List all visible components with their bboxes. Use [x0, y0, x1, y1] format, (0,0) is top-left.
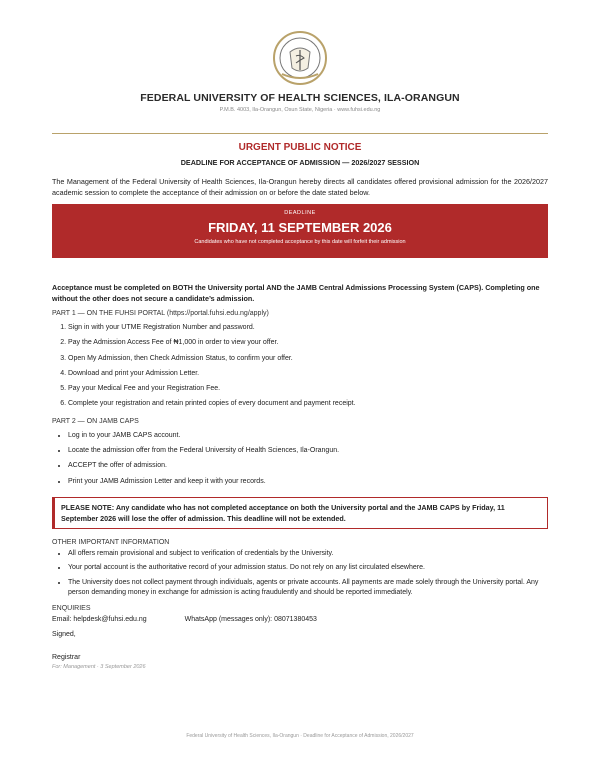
notice-subtitle: DEADLINE FOR ACCEPTANCE OF ADMISSION — 2026/2027 SESSION — [180, 158, 420, 167]
list-item: • The University does not collect payment through individuals, agents or private accounts. All payments are made solely through the University portal. Any person demanding money in exchange for admission is acting fraudulently and should be reported immediately. — [68, 578, 548, 599]
list-item: 5. Pay your Medical Fee and your Registration Fee. — [68, 381, 548, 396]
enquiries-heading: ENQUIRIES — [52, 604, 91, 612]
signature-date: For: Management · 3 September 2026 — [52, 663, 146, 670]
registrar-title: Registrar — [52, 653, 81, 661]
list-item: • All offers remain provisional and subject to verification of credentials by the University. — [68, 549, 548, 560]
list-item: 2. Pay the Admission Access Fee of ₦1,000 in order to view your offer. — [68, 335, 548, 350]
whatsapp-number[interactable]: 08071380453 — [274, 615, 317, 623]
deadline-banner — [52, 204, 548, 258]
header-divider — [52, 133, 548, 134]
deadline-note: Candidates who have not completed acceptance by this date will forfeit their admission — [194, 239, 406, 245]
list-item: 6. Complete your registration and retain printed copies of every document and payment receipt. — [68, 396, 548, 411]
contact-line — [52, 616, 548, 623]
deadline-date: FRIDAY, 11 SEPTEMBER 2026 — [208, 220, 392, 235]
signed-text: Signed, — [52, 630, 76, 638]
warning-box: PLEASE NOTE: Any candidate who has not completed acceptance on both the University portal and the JAMB CAPS by Friday, 11 September 2026 will lose the offer of admission. This deadline will not be extended. — [52, 497, 548, 529]
list-item: 4. Download and print your Admission Letter. — [68, 366, 548, 381]
intro-paragraph: The Management of the Federal University of Health Sciences, Ila-Orangun hereby directs all candidates offered provisional admission for the 2026/2027 academic session to complete the acceptance of their admission on or before the date stated below. — [52, 177, 548, 197]
university-name: FEDERAL UNIVERSITY OF HEALTH SCIENCES, ILA-ORANGUN — [140, 92, 460, 104]
deadline-label: DEADLINE — [284, 210, 316, 216]
email-link[interactable]: helpdesk@fuhsi.edu.ng — [73, 615, 147, 623]
list-item: • ACCEPT the offer of admission. — [68, 458, 548, 473]
part1-steps — [52, 320, 548, 412]
part2-steps — [52, 428, 548, 489]
whatsapp-label: WhatsApp (messages only): — [184, 615, 273, 623]
notice-title: URGENT PUBLIC NOTICE — [238, 142, 362, 153]
list-item: • Print your JAMB Admission Letter and keep it with your records. — [68, 474, 548, 489]
other-info-list — [52, 549, 548, 599]
page-footer: Federal University of Health Sciences, Ila-Orangun · Deadline for Acceptance of Admission, 2026/2027 — [186, 733, 414, 739]
university-crest-icon — [272, 30, 328, 86]
part1-heading: PART 1 — ON THE FUHSI PORTAL (https://portal.fuhsi.edu.ng/apply) — [52, 310, 269, 317]
list-item: • Locate the admission offer from the Federal University of Health Sciences, Ila-Orangun. — [68, 443, 548, 458]
crest-area — [52, 0, 548, 86]
part2-heading: PART 2 — ON JAMB CAPS — [52, 417, 139, 425]
list-item: • Log in to your JAMB CAPS account. — [68, 428, 548, 443]
email-label: Email: — [52, 615, 72, 623]
university-address: P.M.B. 4003, Ila-Orangun, Osun State, Nigeria · www.fuhsi.edu.ng — [219, 107, 381, 113]
list-item: • Your portal account is the authoritative record of your admission status. Do not rely on any list circulated elsewhere. — [68, 563, 548, 574]
list-item: 1. Sign in with your UTME Registration Number and password. — [68, 320, 548, 335]
other-info-heading: OTHER IMPORTANT INFORMATION — [52, 538, 170, 546]
acceptance-requirement: Acceptance must be completed on BOTH the University portal AND the JAMB Central Admissions Processing System (CAPS). Completing one without the other does not secure a candidate’s admission. — [52, 283, 540, 303]
list-item: 3. Open My Admission, then Check Admission Status, to confirm your offer. — [68, 351, 548, 366]
